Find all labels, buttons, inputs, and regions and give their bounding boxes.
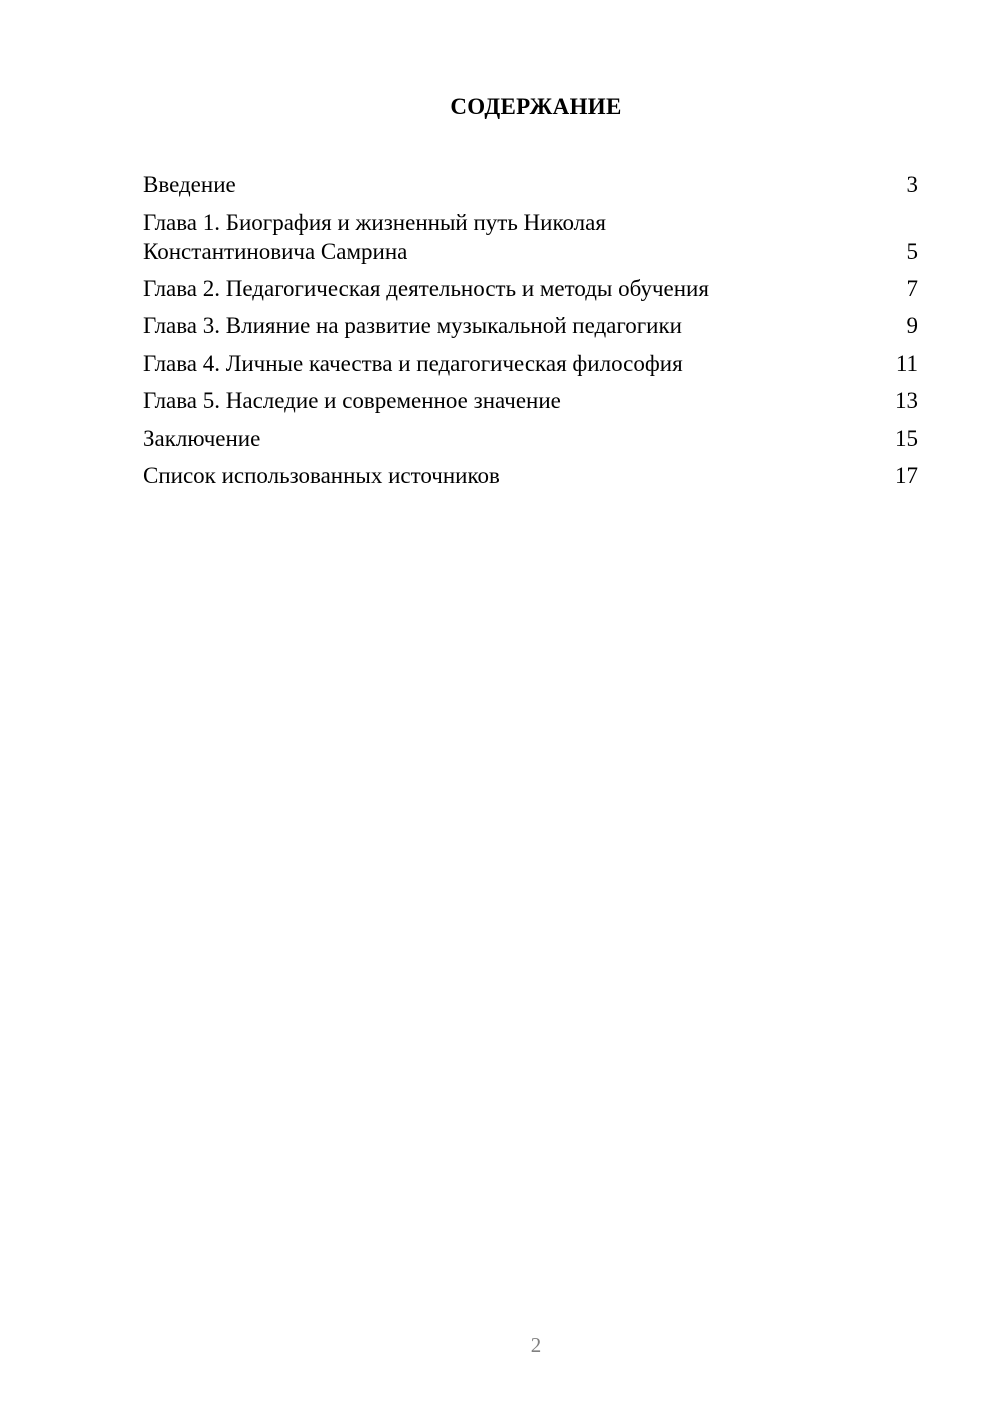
toc-entry-label xyxy=(143,311,682,340)
toc-entry-label xyxy=(143,208,606,266)
toc-entry-line: Константиновича Самрина xyxy=(143,238,408,264)
table-of-contents xyxy=(143,170,918,499)
toc-entry-page: 13 xyxy=(895,388,918,413)
toc-entry-page: 3 xyxy=(906,172,918,197)
toc-entry-page: 17 xyxy=(895,463,918,488)
toc-entry-page: 11 xyxy=(895,350,918,376)
toc-entry-label xyxy=(143,461,500,490)
toc-entry-conclusion[interactable] xyxy=(143,424,918,453)
toc-entry-page: 5 xyxy=(906,238,918,264)
toc-entry-line: Заключение xyxy=(143,425,261,451)
toc-entry-page: 9 xyxy=(906,313,918,338)
toc-entry-label xyxy=(143,349,683,378)
toc-entry-introduction[interactable] xyxy=(143,170,918,199)
toc-entry-label xyxy=(143,274,709,303)
toc-entry-line: Глава 3. Влияние на развитие музыкальной педагогики xyxy=(143,313,682,338)
toc-entry-page: 7 xyxy=(906,275,918,301)
toc-entry-label xyxy=(143,424,260,453)
toc-entry-line: Глава 5. Наследие и современное значение xyxy=(143,388,561,413)
toc-entry-line: Глава 4. Личные качества и педагогическая философия xyxy=(143,350,683,376)
toc-entry-label xyxy=(143,170,236,199)
page-number: 2 xyxy=(530,1333,542,1357)
toc-entry-chapter-3[interactable] xyxy=(143,311,918,340)
toc-entry-chapter-5[interactable] xyxy=(143,386,918,415)
toc-entry-line: Введение xyxy=(143,172,236,197)
toc-entry-chapter-1[interactable] xyxy=(143,208,918,266)
toc-entry-references[interactable] xyxy=(143,461,918,490)
toc-entry-page: 15 xyxy=(895,425,918,451)
toc-entry-line: Глава 2. Педагогическая деятельность и методы обучения xyxy=(143,275,709,301)
toc-entry-chapter-2[interactable] xyxy=(143,274,918,303)
toc-entry-line: Глава 1. Биография и жизненный путь Николая xyxy=(143,209,606,235)
toc-entry-label xyxy=(143,386,561,415)
page-title: СОДЕРЖАНИЕ xyxy=(450,94,622,119)
toc-entry-line: Список использованных источников xyxy=(143,463,500,488)
toc-entry-chapter-4[interactable] xyxy=(143,349,918,378)
